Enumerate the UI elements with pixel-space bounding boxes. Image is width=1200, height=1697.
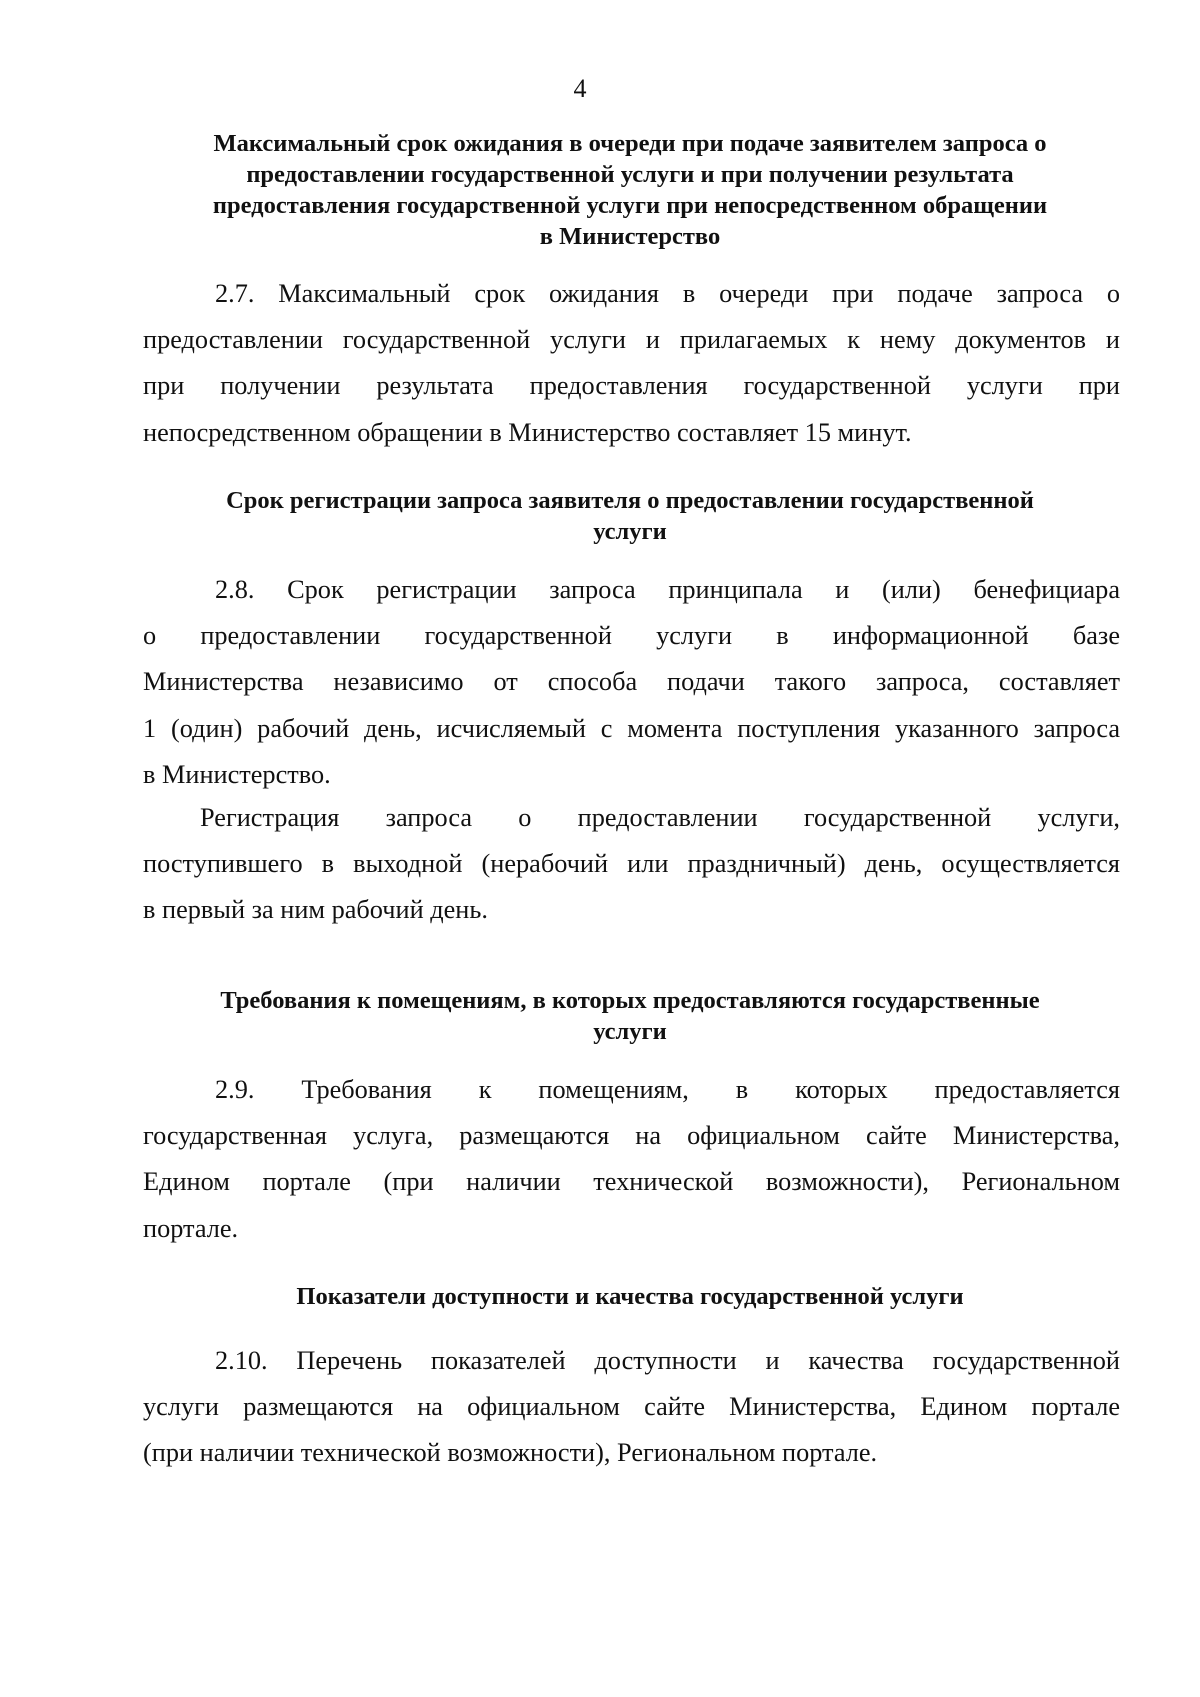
heading-line: предоставлении государственной услуги и при получении результата <box>246 161 1014 188</box>
paragraph-line: Едином портале (при наличии технической возможности), Региональном <box>143 1167 1120 1197</box>
paragraph-line: 2.7. Максимальный срок ожидания в очереди при подаче запроса о <box>215 279 1120 308</box>
section-heading-registration-term <box>140 485 1120 547</box>
paragraph-line: при получении результата предоставления государственной услуги при <box>143 371 1120 401</box>
paragraph-line: государственная услуга, размещаются на официальном сайте Министерства, <box>143 1121 1120 1151</box>
section-heading-accessibility-quality <box>140 1281 1120 1312</box>
paragraph-line: портале. <box>143 1213 239 1243</box>
paragraph-2-10 <box>143 1338 1120 1477</box>
heading-line: услуги <box>593 1018 667 1045</box>
paragraph-line: 2.10. Перечень показателей доступности и качества государственной <box>215 1346 1120 1375</box>
section-heading-queue-time <box>140 128 1120 252</box>
paragraph-line: непосредственном обращении в Министерство составляет 15 минут. <box>143 417 912 447</box>
paragraph-line: услуги размещаются на официальном сайте Министерства, Едином портале <box>143 1392 1120 1422</box>
heading-line: услуги <box>593 518 667 545</box>
paragraph-line: 2.8. Срок регистрации запроса принципала и (или) бенефициара <box>215 575 1120 604</box>
paragraph-line: поступившего в выходной (нерабочий или праздничный) день, осуществляется <box>143 849 1120 879</box>
paragraph-line: в Министерство. <box>143 759 331 789</box>
paragraph-line: в первый за ним рабочий день. <box>143 895 488 925</box>
heading-line: Показатели доступности и качества государственной услуги <box>296 1283 964 1310</box>
paragraph-line: предоставлении государственной услуги и прилагаемых к нему документов и <box>143 325 1120 355</box>
heading-line: Срок регистрации запроса заявителя о предоставлении государственной <box>226 487 1034 514</box>
paragraph-line: Регистрация запроса о предоставлении государственной услуги, <box>200 803 1120 832</box>
paragraph-line: (при наличии технической возможности), Региональном портале. <box>143 1438 878 1468</box>
heading-line: в Министерство <box>539 223 721 250</box>
paragraph-registration-weekend <box>143 795 1120 934</box>
paragraph-2-8 <box>143 567 1120 798</box>
paragraph-line: о предоставлении государственной услуги в информационной базе <box>143 621 1120 651</box>
page-number: 4 <box>573 74 587 103</box>
paragraph-line: 2.9. Требования к помещениям, в которых предоставляется <box>215 1075 1120 1104</box>
paragraph-line: 1 (один) рабочий день, исчисляемый с момента поступления указанного запроса <box>143 713 1120 743</box>
paragraph-2-7 <box>143 271 1120 456</box>
heading-line: Требования к помещениям, в которых предоставляются государственные <box>220 987 1040 1014</box>
paragraph-2-9 <box>143 1067 1120 1252</box>
heading-line: Максимальный срок ожидания в очереди при подаче заявителем запроса о <box>213 130 1047 157</box>
section-heading-premises-requirements <box>140 985 1120 1047</box>
paragraph-line: Министерства независимо от способа подачи такого запроса, составляет <box>143 667 1120 697</box>
heading-line: предоставления государственной услуги при непосредственном обращении <box>212 192 1048 219</box>
